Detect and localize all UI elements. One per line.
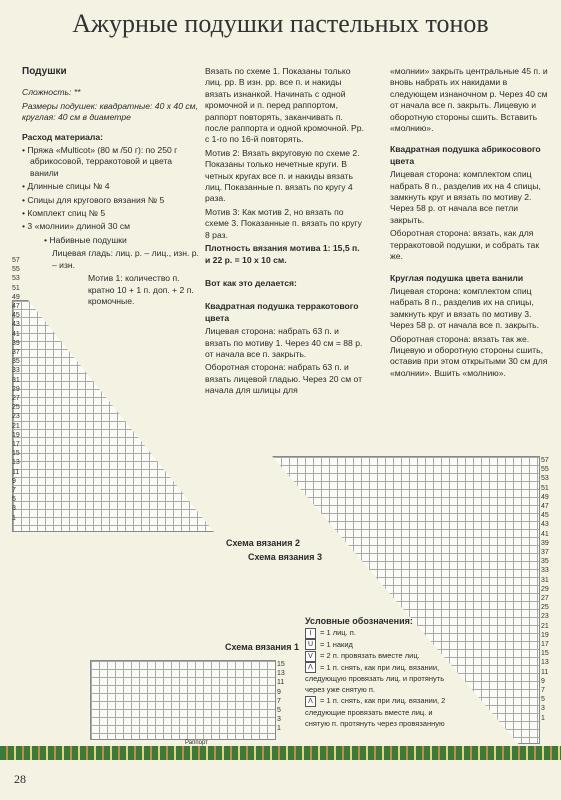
materials-heading: Расход материала: xyxy=(22,131,104,142)
row-number: 15 xyxy=(12,450,20,458)
row-number: 3 xyxy=(277,716,281,724)
page-number: 28 xyxy=(14,772,26,786)
legend-text: = 2 п. провязать вместе лиц. xyxy=(320,651,420,661)
row-number: 1 xyxy=(12,514,16,522)
row-number: 39 xyxy=(541,539,549,547)
row-number: 9 xyxy=(277,688,281,696)
row-number: 45 xyxy=(12,312,20,320)
row-number: 49 xyxy=(541,493,549,501)
stitch-description: Лицевая гладь: лиц. р. – лиц., изн. р. – изн. xyxy=(52,248,199,270)
scheme-2-label: Схема вязания 2 xyxy=(226,538,300,548)
row-number: 21 xyxy=(541,622,549,630)
rapport-label: Раппорт xyxy=(185,740,208,746)
row-number: 35 xyxy=(541,558,549,566)
row-number: 11 xyxy=(12,468,20,476)
row-number: 5 xyxy=(12,496,16,504)
row-number: 53 xyxy=(12,275,20,283)
density-text: Плотность вязания мотива 1: 15,5 п. и 22 р. = 10 х 10 см. xyxy=(205,243,360,265)
row-number: 39 xyxy=(12,339,20,347)
legend-symbol: Λ xyxy=(305,662,316,673)
row-number: 13 xyxy=(277,670,285,678)
row-number: 33 xyxy=(541,567,549,575)
row-number: 27 xyxy=(12,395,20,403)
legend-text: = 1 накид xyxy=(320,639,353,649)
row-number: 43 xyxy=(541,521,549,529)
motif-1-description: Мотив 1: количество п. кратно 10 + 1 п. доп. + 2 п. кромочные. xyxy=(88,273,194,306)
row-number: 7 xyxy=(541,687,545,695)
row-number: 37 xyxy=(541,549,549,557)
row-number: 3 xyxy=(541,705,545,713)
scheme-3-label: Схема вязания 3 xyxy=(248,552,322,562)
motif-1-text: Вязать по схеме 1. Показаны только лиц. рр. В изн. рр. все п. и накиды вязать изнанкой. Начинать с одной кромочной и п. перед раппортом, раппорт повторять, заканчивать п. после раппорта и одной кромочной. Рр. с 1-го по 16-й повторять. xyxy=(205,66,364,145)
legend-symbol: V xyxy=(305,651,316,662)
row-number: 3 xyxy=(12,505,16,513)
row-number: 45 xyxy=(541,512,549,520)
row-number: 11 xyxy=(541,668,549,676)
vanilla-heading: Круглая подушка цвета ванили xyxy=(390,272,524,283)
apricot-back: Оборотная сторона: вязать, как для терракотовой подушки, и собрать так же. xyxy=(390,228,540,262)
legend-symbol: U xyxy=(305,639,316,650)
row-number: 29 xyxy=(12,385,20,393)
material-item: • Длинные спицы № 4 xyxy=(22,181,110,192)
row-number: 53 xyxy=(541,475,549,483)
page-title: Ажурные подушки пастельных тонов xyxy=(0,2,561,46)
column-2 xyxy=(205,66,365,399)
row-number: 1 xyxy=(277,725,281,733)
right-row-numbers xyxy=(541,456,557,723)
sizes: Размеры подушек: квадратные: 40 х 40 см, круглая: 40 см в диаметре xyxy=(22,100,198,123)
row-number: 49 xyxy=(12,293,20,301)
row-number: 27 xyxy=(541,595,549,603)
legend xyxy=(305,616,455,729)
row-number: 51 xyxy=(12,284,20,292)
chart-scheme-1 xyxy=(90,660,276,740)
row-number: 15 xyxy=(541,650,549,658)
row-number: 51 xyxy=(541,484,549,492)
row-number: 35 xyxy=(12,358,20,366)
row-number: 5 xyxy=(277,707,281,715)
row-number: 21 xyxy=(12,422,20,430)
row-number: 29 xyxy=(541,585,549,593)
row-number: 43 xyxy=(12,321,20,329)
material-item: • Комплект спиц № 5 xyxy=(22,208,106,219)
row-number: 9 xyxy=(541,677,545,685)
terracotta-finish: «молнии» закрыть центральные 45 п. и вновь набрать их накидами в следующем изнаночном р. Через 40 см от начала все п. закрыть. Лицевую и оборотную стороны сшить. Вставить «молнию». xyxy=(390,66,548,134)
legend-item xyxy=(305,650,455,662)
left-row-numbers xyxy=(12,256,26,523)
row-number: 47 xyxy=(12,303,20,311)
decorative-border xyxy=(0,746,561,760)
row-number: 19 xyxy=(12,431,20,439)
row-number: 7 xyxy=(12,487,16,495)
row-number: 33 xyxy=(12,367,20,375)
legend-symbol: Λ xyxy=(305,696,316,707)
legend-item xyxy=(305,627,455,639)
chart-scheme-2-left xyxy=(12,300,214,532)
terracotta-heading: Квадратная подушка терракотового цвета xyxy=(205,301,359,323)
legend-text: = 1 п. снять, как при лиц. вязании, следующую провязать лиц. и протянуть через уже снятую п. xyxy=(305,662,445,695)
row-number: 13 xyxy=(12,459,20,467)
row-number: 57 xyxy=(12,257,20,264)
how-heading: Вот как это делается: xyxy=(205,277,297,288)
row-number: 31 xyxy=(12,376,20,384)
column-1 xyxy=(22,66,200,309)
legend-item xyxy=(305,695,455,729)
row-number: 25 xyxy=(12,404,20,412)
scheme-1-label: Схема вязания 1 xyxy=(225,642,299,652)
apricot-front: Лицевая сторона: комплектом спиц набрать 8 п., разделив их на 4 спицы, замкнуть круг и вязать по мотиву 2. Через 58 р. от начала все петли закрыть. xyxy=(390,169,541,225)
row-number: 23 xyxy=(12,413,20,421)
row-number: 55 xyxy=(541,466,549,474)
legend-item xyxy=(305,639,455,651)
material-item: • 3 «молнии» длиной 30 см xyxy=(22,221,131,232)
column-3 xyxy=(390,66,550,381)
row-number: 1 xyxy=(541,714,545,722)
row-number: 41 xyxy=(12,330,20,338)
vanilla-front: Лицевая сторона: комплектом спиц набрать 8 п., разделив их на спицы, замкнуть круг и вязать по мотиву 3. Через 58 р. от начала все п. закрыть. xyxy=(390,285,539,331)
heading-pillows: Подушки xyxy=(22,66,67,77)
difficulty: Сложность: ** xyxy=(22,87,81,98)
legend-heading: Условные обозначения: xyxy=(305,616,413,626)
row-number: 25 xyxy=(541,604,549,612)
row-number: 41 xyxy=(541,530,549,538)
row-number: 47 xyxy=(541,503,549,511)
row-number: 23 xyxy=(541,613,549,621)
vanilla-back: Оборотная сторона: вязать так же. Лицевую и оборотную стороны сшить, оставив при этом открытыми 30 см для «молнии». Вшить «молнию». xyxy=(390,333,548,378)
scheme-1-row-numbers xyxy=(277,660,291,734)
legend-text: = 1 лиц. п. xyxy=(320,628,356,637)
row-number: 9 xyxy=(12,477,16,485)
row-number: 55 xyxy=(12,266,20,274)
row-number: 57 xyxy=(541,457,549,464)
legend-item xyxy=(305,662,455,696)
material-item: • Набивные подушки xyxy=(44,234,127,245)
terracotta-front: Лицевая сторона: набрать 63 п. и вязать по мотиву 1. Через 40 см = 88 р. от начала все п. закрыть. xyxy=(205,326,363,359)
row-number: 5 xyxy=(541,696,545,704)
apricot-heading: Квадратная подушка абрикосового цвета xyxy=(390,144,541,166)
legend-text: = 1 п. снять, как при лиц. вязании, 2 следующие провязать вместе лиц. и снятую п. протянуть через провязанную xyxy=(305,696,446,728)
material-item: • Пряжа «Multicot» (80 м /50 г): по 250 г абрикосовой, терракотовой и цвета ванили xyxy=(22,145,178,178)
material-item: • Спицы для кругового вязания № 5 xyxy=(22,194,165,205)
legend-symbol: I xyxy=(305,628,316,639)
row-number: 13 xyxy=(541,659,549,667)
row-number: 17 xyxy=(541,641,549,649)
motif-3-text: Мотив 3: Как мотив 2, но вязать по схеме 3. Показанные п. вязать по кругу 8 раз. xyxy=(205,206,362,240)
row-number: 31 xyxy=(541,576,549,584)
row-number: 37 xyxy=(12,349,20,357)
row-number: 11 xyxy=(277,679,285,687)
row-number: 17 xyxy=(12,441,20,449)
terracotta-back: Оборотная сторона: набрать 63 п. и вязать лицевой гладью. Через 20 см от начала для шлицы для xyxy=(205,362,363,396)
row-number: 19 xyxy=(541,631,549,639)
row-number: 15 xyxy=(277,661,285,668)
row-number: 7 xyxy=(277,697,281,705)
motif-2-text: Мотив 2: Вязать вкруговую по схеме 2. Показаны только нечетные круги. В четных кругах все п. и накиды вязать лиц. Показанные п. вязать по кругу 4 раза. xyxy=(205,147,360,204)
